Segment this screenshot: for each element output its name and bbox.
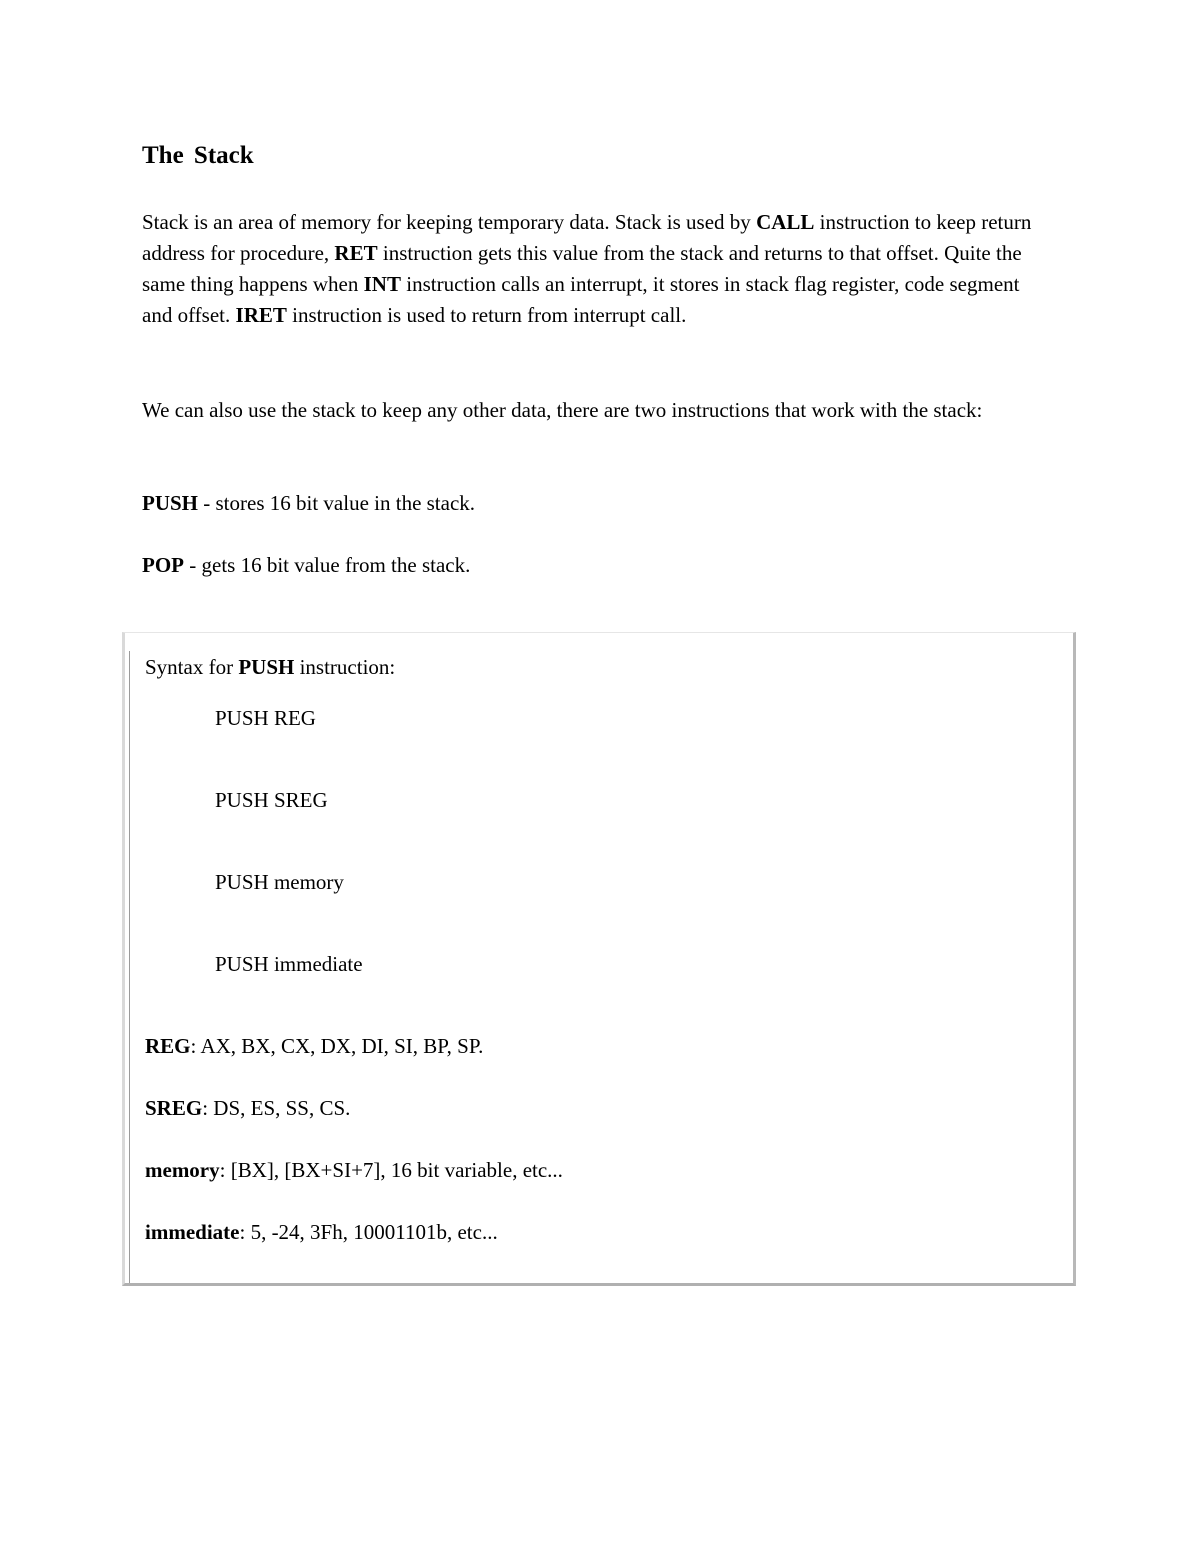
operand-value: : 5, -24, 3Fh, 10001101b, etc... xyxy=(239,1220,498,1244)
operand-immediate xyxy=(145,1218,498,1246)
int-keyword: INT xyxy=(363,272,401,296)
operand-term: REG xyxy=(145,1034,191,1058)
intro-text-4: instruction calls an interrupt, it stores in stack flag register, code segment and offset. xyxy=(142,272,1020,327)
syntax-form: PUSH immediate xyxy=(215,952,363,976)
operand-reg xyxy=(145,1032,483,1060)
push-definition xyxy=(142,488,1052,519)
operand-value: : [BX], [BX+SI+7], 16 bit variable, etc... xyxy=(219,1158,563,1182)
ret-keyword: RET xyxy=(334,241,378,265)
other-use-paragraph: We can also use the stack to keep any other data, there are two instructions that work with the stack: xyxy=(142,398,983,422)
operand-sreg xyxy=(145,1094,350,1122)
pop-definition xyxy=(142,550,1052,581)
push-keyword: PUSH xyxy=(142,491,199,515)
page-title: The Stack xyxy=(142,142,254,169)
syntax-heading-pre: Syntax for xyxy=(145,655,239,679)
operand-term: memory xyxy=(145,1158,220,1182)
syntax-form: PUSH SREG xyxy=(215,788,328,812)
intro-text-1: Stack is an area of memory for keeping temporary data. Stack is used by xyxy=(142,210,757,234)
push-definition-text: - stores 16 bit value in the stack. xyxy=(198,491,476,515)
operand-term: immediate xyxy=(145,1220,240,1244)
syntax-form: PUSH REG xyxy=(215,706,316,730)
operand-value: : DS, ES, SS, CS. xyxy=(202,1096,351,1120)
pop-definition-text: - gets 16 bit value from the stack. xyxy=(184,553,471,577)
syntax-heading-keyword: PUSH xyxy=(238,655,295,679)
syntax-heading-post: instruction: xyxy=(294,655,396,679)
operand-term: SREG xyxy=(145,1096,203,1120)
box-inner-border xyxy=(129,651,130,1283)
intro-text-2: instruction to keep return address for procedure, xyxy=(142,210,1032,265)
iret-keyword: IRET xyxy=(235,303,287,327)
intro-paragraph xyxy=(142,207,1052,331)
intro-text-5: instruction is used to return from interrupt call. xyxy=(286,303,687,327)
operand-memory xyxy=(145,1156,563,1184)
pop-keyword: POP xyxy=(142,553,184,577)
syntax-box xyxy=(122,632,1076,1286)
call-keyword: CALL xyxy=(756,210,815,234)
syntax-heading xyxy=(145,653,395,681)
syntax-form: PUSH memory xyxy=(215,870,344,894)
operand-value: : AX, BX, CX, DX, DI, SI, BP, SP. xyxy=(190,1034,484,1058)
intro-text-3: instruction gets this value from the stack and returns to that offset. Quite the same thing happens when xyxy=(142,241,1022,296)
